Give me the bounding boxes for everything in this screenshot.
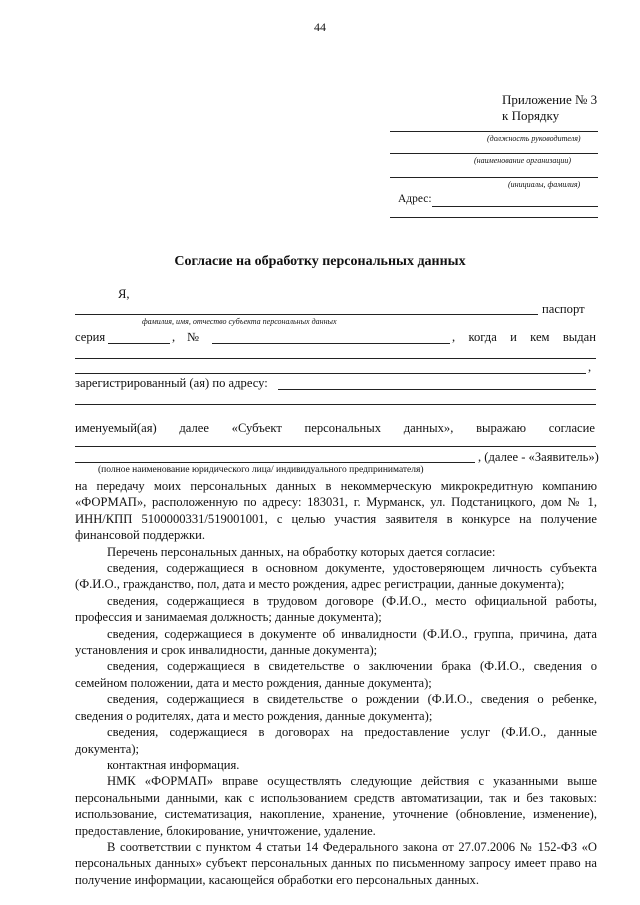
series-comma: , [172, 330, 176, 344]
series-label: серия [75, 330, 106, 344]
named-word-4: персональных [304, 421, 381, 435]
address-label: Адрес: [398, 193, 432, 205]
issued-when: когда [468, 330, 497, 344]
initials-caption: (инициалы, фамилия) [508, 180, 581, 189]
appendix-number: Приложение № 3 [502, 92, 598, 107]
initials-line [390, 177, 598, 178]
issued-line-2 [75, 373, 586, 374]
named-word-2: далее [179, 421, 209, 435]
appendix-order: к Порядку [502, 108, 560, 123]
body-paragraph-2: Перечень персональных данных, на обработку которых дается согласие: [107, 544, 496, 559]
list-item: сведения, содержащиеся в трудовом договоре (Ф.И.О., место официальной работы, профессия и занимаемая должность; данные документа); [75, 593, 597, 625]
named-word-5: данных», [403, 421, 454, 435]
named-word-1: именуемый(ая) [75, 421, 157, 435]
ya-label: Я, [118, 287, 130, 301]
named-word-3: «Субъект [231, 421, 282, 435]
fio-line [75, 314, 538, 315]
list-item: сведения, содержащиеся в документе об инвалидности (Ф.И.О., группа, причина, дата установления и срок инвалидности, данные документа); [75, 626, 597, 658]
series-line [108, 343, 170, 344]
address-line-2 [390, 217, 598, 218]
applicant-label: , (далее - «Заявитель») [478, 450, 599, 464]
position-caption: (должность руководителя) [487, 134, 581, 143]
issued-word: выдан [562, 330, 596, 344]
issued-who: кем [530, 330, 550, 344]
address-line-1 [432, 206, 598, 207]
legal-line-1 [75, 446, 596, 447]
number-label: № [187, 330, 200, 344]
list-item: сведения, содержащиеся в основном документе, удостоверяющем личность субъекта (Ф.И.О., гражданство, пол, дата и место рождения, адрес регистрации, данные документа); [75, 561, 597, 592]
organization-line [390, 153, 598, 154]
list-item: контактная информация. [107, 757, 240, 772]
named-word-6: выражаю [476, 421, 527, 435]
issued-end-comma: , [588, 360, 592, 374]
passport-label: паспорт [542, 302, 585, 316]
body-text [75, 478, 597, 888]
legal-line-2 [75, 462, 475, 463]
named-word-7: согласие [548, 421, 595, 435]
registered-line-1 [278, 389, 596, 390]
body-paragraph-4: В соответствии с пунктом 4 статьи 14 Федерального закона от 27.07.2006 № 152-ФЗ «О персональных данных» субъект персональных данных по письменному запросу имеет право на получение информации, касающейся обработки его персональных данных. [75, 839, 597, 887]
position-line [390, 131, 598, 132]
named-row [75, 421, 595, 436]
body-paragraph-3: НМК «ФОРМАП» вправе осуществлять следующие действия с указанными выше персональными данными, как с использованием средств автоматизации, так и без таковых: использование, систематизация, накопление, хранение, уточнение (обновление, изменение), предоставление, блокирование, уничтожение, удаление. [75, 774, 597, 838]
appendix-block [502, 92, 597, 124]
organization-caption: (наименование организации) [474, 156, 572, 165]
number-line [212, 343, 450, 344]
registered-line-2 [75, 404, 596, 405]
issued-text [452, 330, 596, 345]
list-item: сведения, содержащиеся в свидетельстве о рождении (Ф.И.О., сведения о ребенке, сведения о родителях, дата и место рождения, данные документа); [75, 692, 597, 723]
list-item: сведения, содержащиеся в договорах на предоставление услуг (Ф.И.О., данные документа); [75, 725, 597, 756]
body-paragraph-1: на передачу моих персональных данных в некоммерческую микрокредитную компанию «ФОРМАП», расположенную по адресу: 183031, г. Мурманск, ул. Подстаницкого, дом № 1, ИНН/КПП 5100000331/519001001, с целью участия заявителя в конкурсе на получение финансовой поддержки. [75, 479, 597, 543]
registered-label: зарегистрированный (ая) по адресу: [75, 376, 268, 390]
page-number: 44 [314, 20, 326, 34]
legal-caption: (полное наименование юридического лица/ индивидуального предпринимателя) [98, 465, 424, 475]
issued-comma: , [452, 330, 456, 344]
issued-line-1 [75, 358, 596, 359]
document-title: Согласие на обработку персональных данных [174, 254, 466, 269]
fio-caption: фамилия, имя, отчество субъекта персональных данных [142, 317, 337, 326]
list-item: сведения, содержащиеся в свидетельстве о заключении брака (Ф.И.О., сведения о семейном положении, дата и место рождения, данные документа); [75, 659, 597, 690]
issued-and: и [510, 330, 517, 344]
